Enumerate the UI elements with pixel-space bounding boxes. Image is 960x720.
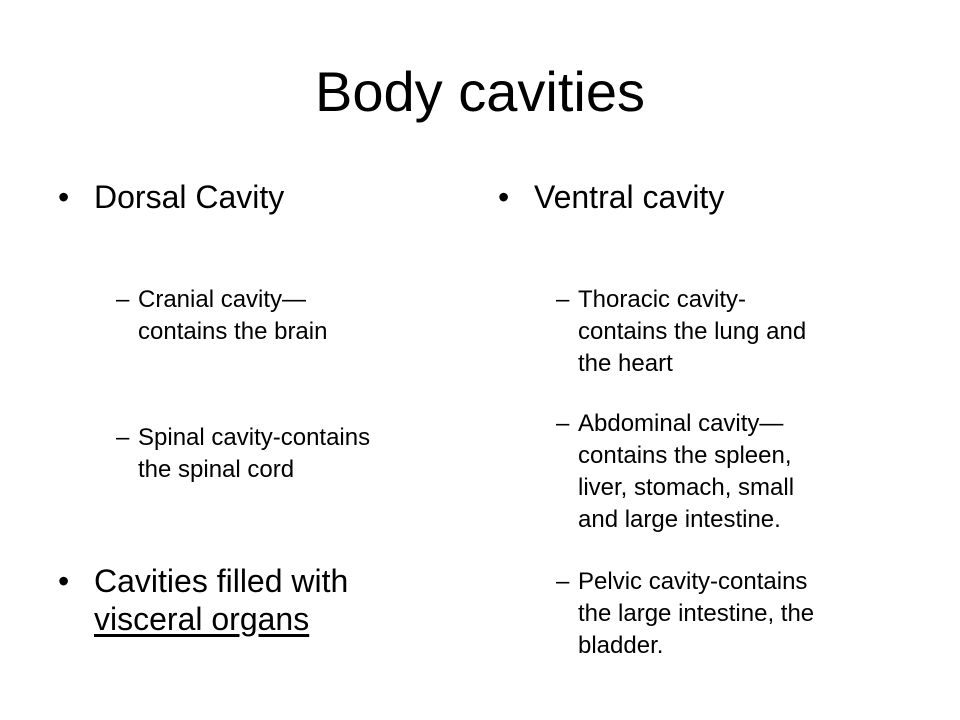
subitem-line: contains the lung and (578, 318, 807, 345)
subitem-line: contains the brain (138, 318, 328, 345)
subitem-line: Pelvic cavity-contains (578, 568, 808, 595)
subitem-line: the spinal cord (138, 456, 295, 483)
underlined-term: visceral organs (94, 601, 310, 637)
dash: – (116, 424, 130, 451)
subitem-line: contains the spleen, (578, 442, 792, 469)
bullet-text (94, 562, 348, 638)
dash: – (116, 286, 130, 313)
subitem-line: Spinal cavity-contains (138, 424, 371, 451)
subitem-line: Thoracic cavity- (578, 286, 747, 313)
subitem-line: liver, stomach, small (578, 474, 795, 501)
dash: – (556, 568, 570, 595)
bullet-text: Dorsal Cavity (94, 179, 285, 215)
bullet-line: Cavities filled with (94, 563, 349, 599)
subitem-line: Cranial cavity— (138, 286, 307, 313)
subitem-text (138, 422, 370, 486)
bullet-dot: • (58, 563, 70, 599)
subitem-text (578, 408, 794, 536)
bullet-dot: • (58, 179, 70, 215)
dash: – (556, 286, 570, 313)
subitem-line: Abdominal cavity— (578, 410, 784, 437)
subitem-text (138, 284, 327, 348)
slide-title: Body cavities (315, 60, 645, 123)
subitem-text (578, 566, 814, 662)
bullet-dot: • (498, 179, 510, 215)
subitem-line: bladder. (578, 632, 664, 659)
subitem-line: the large intestine, the (578, 600, 815, 627)
subitem-text (578, 284, 806, 380)
bullet-text: Ventral cavity (534, 179, 725, 215)
subitem-line: the heart (578, 350, 673, 377)
subitem-line: and large intestine. (578, 506, 781, 533)
dash: – (556, 410, 570, 437)
